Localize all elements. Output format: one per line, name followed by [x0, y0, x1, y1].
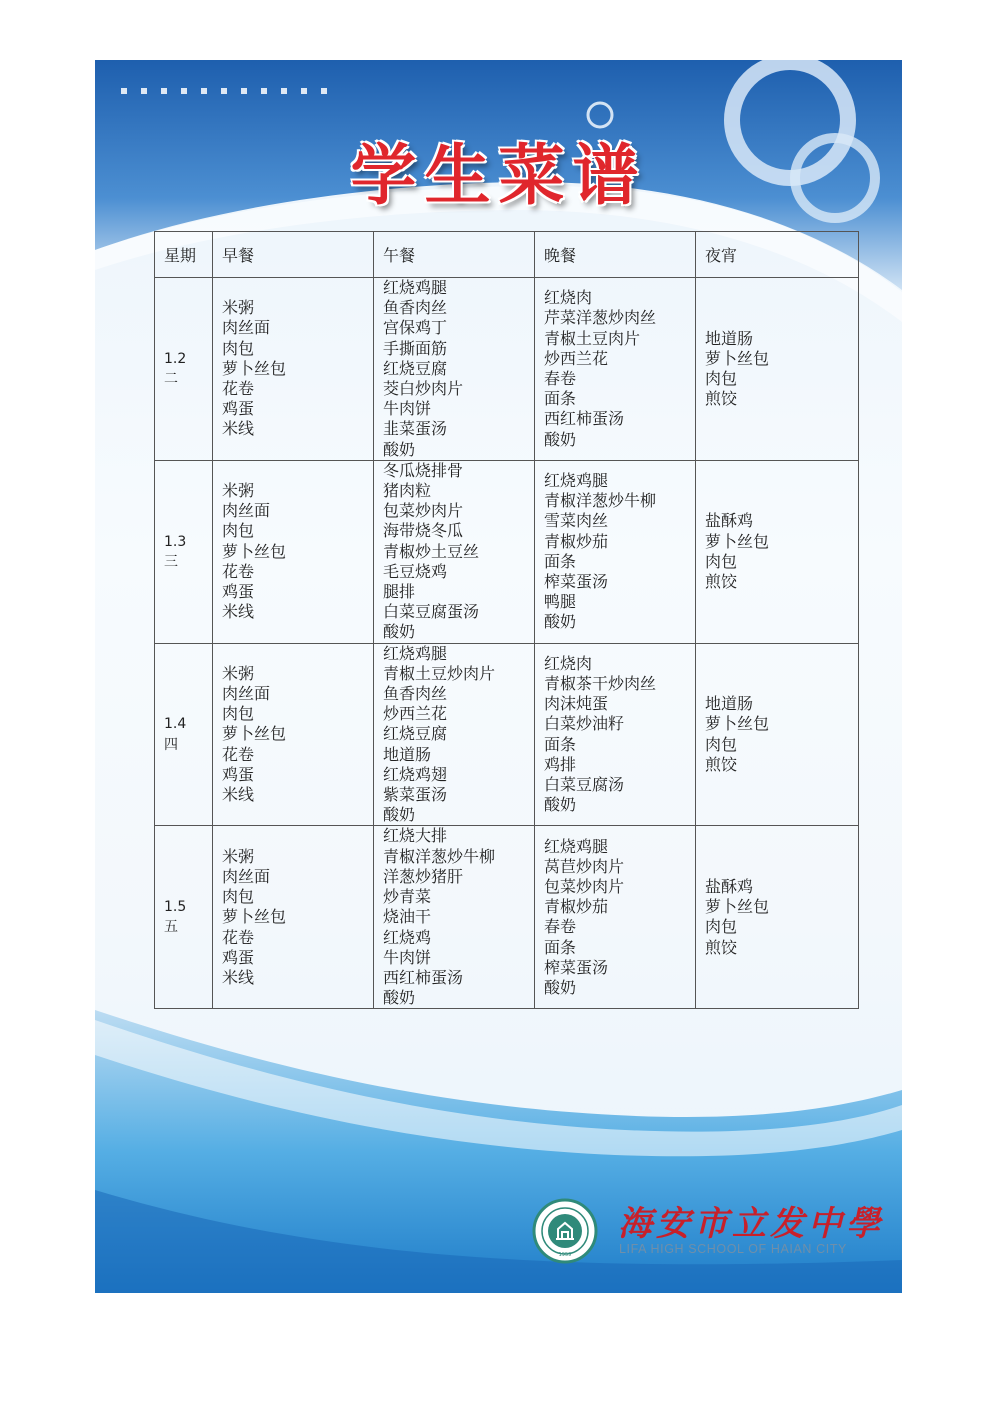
- menu-item: 炒西兰花: [383, 704, 448, 724]
- menu-item: 肉包: [222, 704, 255, 724]
- menu-item: 肉丝面: [222, 684, 271, 704]
- menu-item: 煎饺: [705, 571, 738, 591]
- menu-item: 韭菜蛋汤: [383, 419, 448, 439]
- menu-item: 鸡蛋: [222, 399, 255, 419]
- menu-item: 榨菜蛋汤: [544, 571, 609, 591]
- menu-item: 茭白炒肉片: [383, 379, 464, 399]
- menu-item: 酸奶: [544, 429, 577, 449]
- menu-item: 面条: [544, 551, 577, 571]
- menu-item: 萝卜丝包: [222, 724, 287, 744]
- menu-item: 红烧豆腐: [383, 358, 448, 378]
- table-row: [155, 278, 859, 461]
- menu-item: 冬瓜烧排骨: [383, 460, 464, 480]
- menu-item: 青椒洋葱炒牛柳: [383, 846, 496, 866]
- menu-item: 红烧鸡腿: [383, 278, 448, 297]
- school-name-cn: 海安市立发中學: [618, 1204, 884, 1244]
- menu-item: 酸奶: [544, 978, 577, 997]
- cell-lunch: [374, 278, 535, 461]
- cell-lunch: [374, 826, 535, 1009]
- menu-item: 红烧鸡腿: [383, 643, 448, 663]
- menu-item: 牛肉饼: [383, 947, 432, 967]
- cell-dinner: [535, 278, 696, 461]
- menu-item: 鸡蛋: [222, 582, 255, 602]
- cell-lunch: [374, 460, 535, 643]
- menu-item: 青椒土豆肉片: [544, 328, 641, 348]
- menu-item: 西红柿蛋汤: [383, 967, 464, 987]
- menu-item: 青椒洋葱炒牛柳: [544, 491, 657, 511]
- menu-item: 肉包: [705, 551, 738, 571]
- menu-item: 肉丝面: [222, 318, 271, 338]
- menu-item: 白菜炒油籽: [544, 714, 625, 734]
- cell-day: [155, 643, 213, 826]
- menu-item: 米粥: [222, 846, 255, 866]
- menu-item: 肉包: [222, 338, 255, 358]
- menu-item: 紫菜蛋汤: [383, 785, 448, 805]
- cell-day: [155, 460, 213, 643]
- cell-dinner: [535, 460, 696, 643]
- menu-item: 莴苣炒肉片: [544, 856, 625, 876]
- menu-item: 萝卜丝包: [222, 358, 287, 378]
- cell-breakfast: [213, 278, 374, 461]
- menu-item: 萝卜丝包: [222, 541, 287, 561]
- menu-item: 春卷: [544, 368, 577, 388]
- menu-item: 白菜豆腐蛋汤: [383, 602, 480, 622]
- menu-item: 青椒炒茄: [544, 531, 609, 551]
- day-weekday: 三: [164, 553, 178, 570]
- menu-item: 面条: [544, 389, 577, 409]
- header-lunch: 午餐: [374, 232, 535, 278]
- cell-night: [696, 826, 859, 1009]
- menu-item: 花卷: [222, 927, 255, 947]
- menu-item: 青椒土豆炒肉片: [383, 663, 496, 683]
- menu-item: 盐酥鸡: [705, 511, 754, 531]
- menu-item: 萝卜丝包: [705, 348, 770, 368]
- menu-item: 花卷: [222, 744, 255, 764]
- school-logo-icon: [532, 1198, 598, 1264]
- menu-item: 鸡蛋: [222, 947, 255, 967]
- menu-item: 煎饺: [705, 754, 738, 774]
- menu-item: 肉沫炖蛋: [544, 694, 609, 714]
- day-date: 1.5: [164, 899, 187, 916]
- menu-item: 酸奶: [383, 622, 416, 642]
- menu-item: 腿排: [383, 582, 416, 602]
- menu-item: 红烧鸡翅: [383, 764, 448, 784]
- menu-item: 酸奶: [544, 795, 577, 815]
- cell-breakfast: [213, 460, 374, 643]
- menu-item: 面条: [544, 734, 577, 754]
- menu-item: 米线: [222, 967, 255, 987]
- cell-night: [696, 460, 859, 643]
- menu-item: 炒青菜: [383, 887, 432, 907]
- menu-item: 地道肠: [705, 694, 754, 714]
- menu-item: 萝卜丝包: [705, 714, 770, 734]
- cell-night: [696, 278, 859, 461]
- menu-item: 白菜豆腐汤: [544, 774, 625, 794]
- menu-item: 西红柿蛋汤: [544, 409, 625, 429]
- menu-item: 春卷: [544, 917, 577, 937]
- menu-item: 肉包: [222, 887, 255, 907]
- menu-item: 肉包: [222, 521, 255, 541]
- menu-item: 手撕面筋: [383, 338, 448, 358]
- menu-item: 鱼香肉丝: [383, 298, 448, 318]
- menu-item: 青椒炒茄: [544, 897, 609, 917]
- menu-item: 炒西兰花: [544, 348, 609, 368]
- logo-year: 1959: [558, 1252, 572, 1258]
- table-row: [155, 826, 859, 1009]
- page-title: 学生菜谱: [350, 137, 647, 214]
- menu-item: 肉包: [705, 917, 738, 937]
- menu-item: 盐酥鸡: [705, 876, 754, 896]
- menu-item: 地道肠: [705, 328, 754, 348]
- menu-item: 红烧鸡: [383, 927, 432, 947]
- menu-table-body: [155, 278, 859, 1009]
- menu-item: 青椒茶干炒肉丝: [544, 673, 657, 693]
- menu-item: 鸭腿: [544, 592, 577, 612]
- menu-item: 烧油干: [383, 907, 432, 927]
- menu-item: 包菜炒肉片: [544, 876, 625, 896]
- cell-lunch: [374, 643, 535, 826]
- menu-item: 米线: [222, 602, 255, 622]
- day-weekday: 四: [164, 736, 178, 753]
- menu-item: 煎饺: [705, 389, 738, 409]
- day-date: 1.4: [164, 716, 187, 733]
- menu-item: 米粥: [222, 481, 255, 501]
- menu-item: 红烧鸡腿: [544, 470, 609, 490]
- menu-item: 红烧豆腐: [383, 724, 448, 744]
- menu-item: 地道肠: [383, 744, 432, 764]
- menu-item: 萝卜丝包: [705, 897, 770, 917]
- menu-item: 酸奶: [383, 988, 416, 1008]
- menu-item: 雪菜肉丝: [544, 511, 609, 531]
- menu-poster: [95, 60, 902, 1293]
- menu-item: 酸奶: [383, 439, 416, 459]
- menu-item: 红烧鸡腿: [544, 836, 609, 856]
- menu-item: 鸡排: [544, 754, 577, 774]
- menu-item: 宫保鸡丁: [383, 318, 448, 338]
- menu-item: 鱼香肉丝: [383, 684, 448, 704]
- menu-item: 米线: [222, 419, 255, 439]
- header-dinner: 晚餐: [535, 232, 696, 278]
- menu-item: 青椒炒土豆丝: [383, 541, 480, 561]
- table-header-row: [155, 232, 859, 278]
- cell-night: [696, 643, 859, 826]
- menu-item: 煎饺: [705, 937, 738, 957]
- menu-item: 萝卜丝包: [705, 531, 770, 551]
- menu-item: 红烧肉: [544, 653, 593, 673]
- menu-item: 洋葱炒猪肝: [383, 866, 464, 886]
- menu-item: 芹菜洋葱炒肉丝: [544, 308, 657, 328]
- menu-item: 榨菜蛋汤: [544, 957, 609, 977]
- menu-item: 牛肉饼: [383, 399, 432, 419]
- day-weekday: 五: [164, 919, 178, 936]
- menu-item: 酸奶: [383, 805, 416, 825]
- menu-item: 花卷: [222, 379, 255, 399]
- table-row: [155, 460, 859, 643]
- table-row: [155, 643, 859, 826]
- menu-item: 猪肉粒: [383, 481, 432, 501]
- header-night-snack: 夜宵: [696, 232, 859, 278]
- menu-item: 红烧大排: [383, 826, 448, 846]
- menu-item: 海带烧冬瓜: [383, 521, 464, 541]
- day-date: 1.3: [164, 533, 187, 550]
- school-name-en: LIFA HIGH SCHOOL OF HAIAN CITY: [619, 1242, 847, 1256]
- cell-day: [155, 826, 213, 1009]
- menu-item: 米粥: [222, 298, 255, 318]
- cell-dinner: [535, 643, 696, 826]
- header-breakfast: 早餐: [213, 232, 374, 278]
- menu-item: 面条: [544, 937, 577, 957]
- cell-breakfast: [213, 826, 374, 1009]
- menu-item: 红烧肉: [544, 288, 593, 308]
- menu-item: 酸奶: [544, 612, 577, 632]
- cell-breakfast: [213, 643, 374, 826]
- cell-dinner: [535, 826, 696, 1009]
- menu-item: 花卷: [222, 561, 255, 581]
- menu-item: 米线: [222, 785, 255, 805]
- day-date: 1.2: [164, 350, 187, 367]
- header-weekday: 星期: [155, 232, 213, 278]
- menu-item: 肉包: [705, 734, 738, 754]
- menu-item: 毛豆烧鸡: [383, 561, 448, 581]
- menu-item: 肉包: [705, 368, 738, 388]
- menu-item: 包菜炒肉片: [383, 501, 464, 521]
- menu-item: 萝卜丝包: [222, 907, 287, 927]
- menu-table: [154, 231, 859, 1009]
- menu-item: 肉丝面: [222, 866, 271, 886]
- cell-day: [155, 278, 213, 461]
- menu-item: 肉丝面: [222, 501, 271, 521]
- menu-item: 鸡蛋: [222, 764, 255, 784]
- day-weekday: 二: [164, 370, 178, 387]
- menu-item: 米粥: [222, 663, 255, 683]
